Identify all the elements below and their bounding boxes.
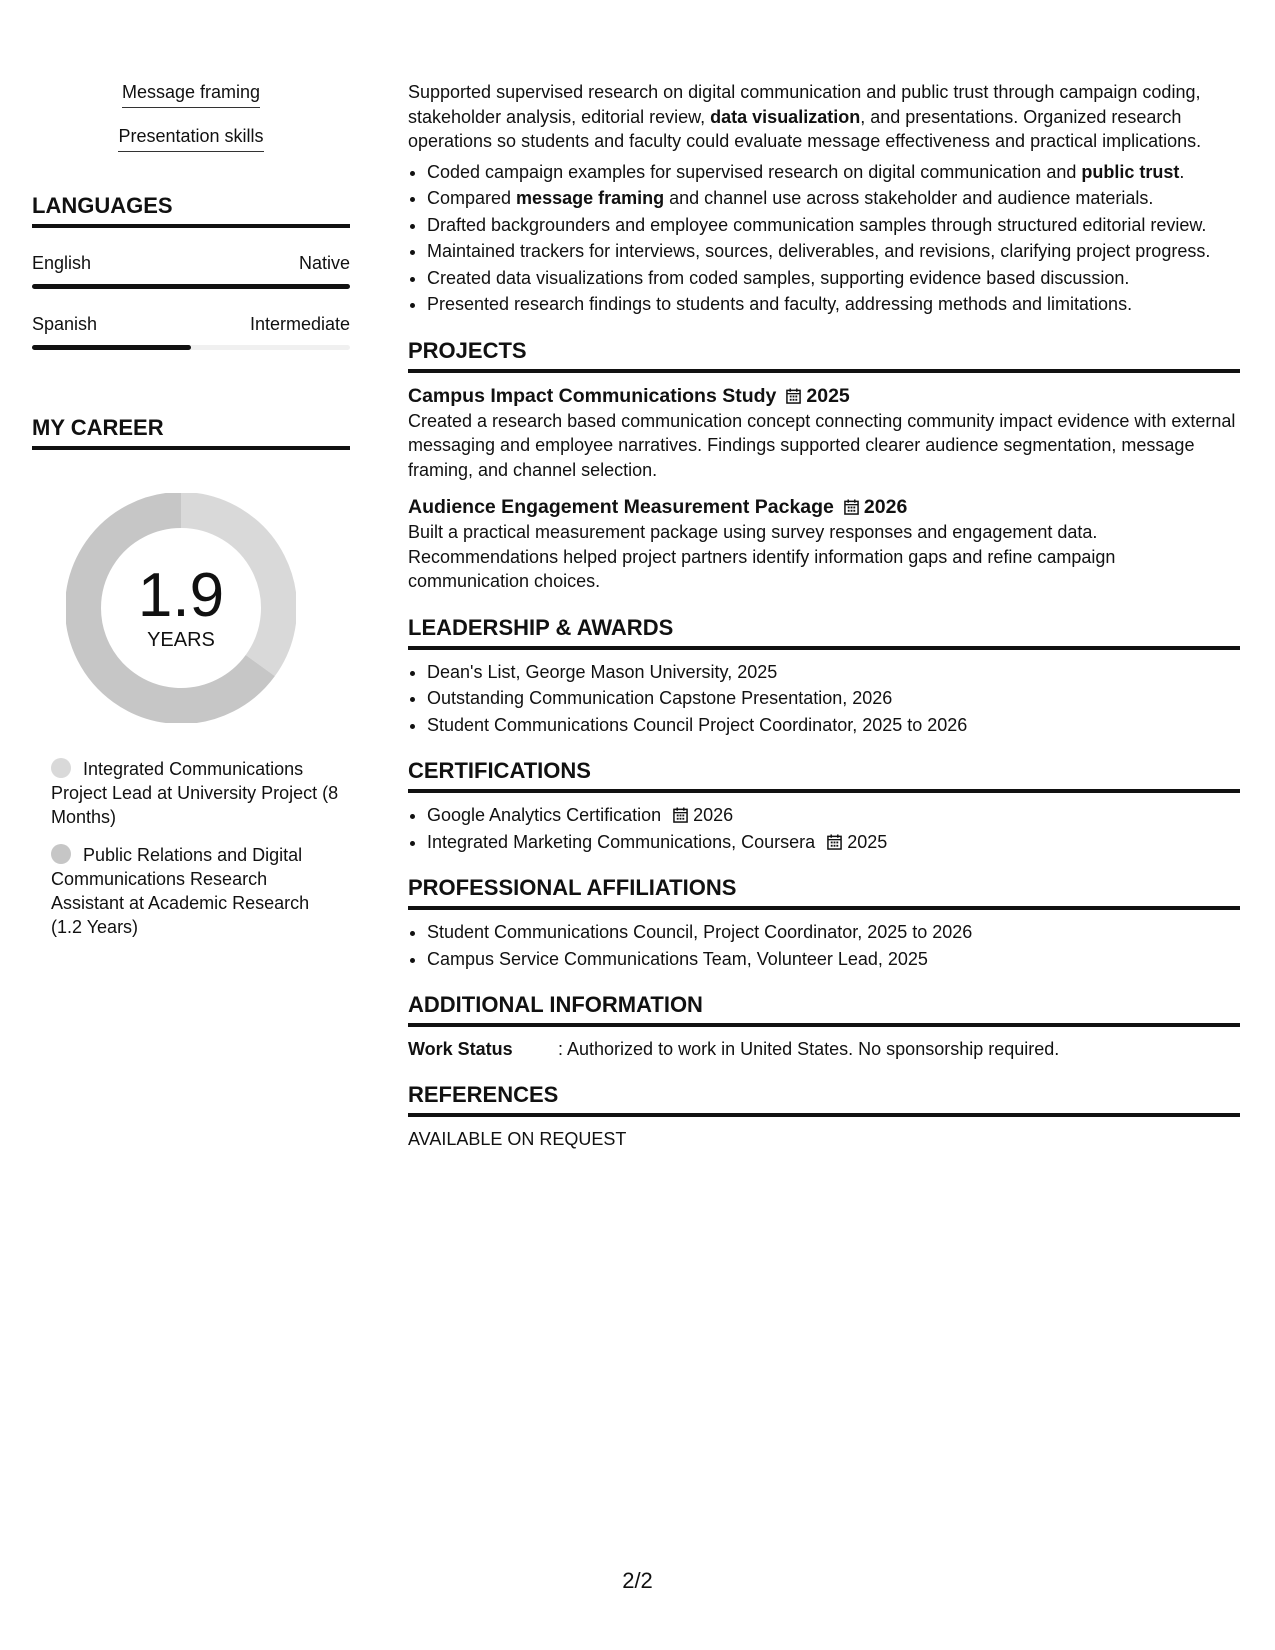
skill-tag: Presentation skills <box>32 124 350 152</box>
career-donut <box>66 493 296 723</box>
language-name: Spanish <box>32 314 98 334</box>
career-years-unit: YEARS <box>147 629 215 651</box>
list-item: • Outstanding Communication Capstone Presentation, 2026 <box>427 686 1240 711</box>
list-item: • Presented research findings to students and faculty, addressing methods and limitations. <box>427 292 1240 317</box>
calendar-icon <box>673 807 688 823</box>
affiliations-list <box>408 920 1240 971</box>
list-item: • Coded campaign examples for supervised research on digital communication and public trust. <box>427 160 1240 185</box>
project-description: Created a research based communication concept connecting community impact evidence with external messaging and employee narratives. Findings supported clearer audience segmentation, message framing, and channel selection. <box>408 410 1236 480</box>
language-item <box>32 252 350 289</box>
legend-dot <box>51 758 71 778</box>
skill-tag: Message framing <box>32 80 350 108</box>
language-level: Native <box>298 253 350 273</box>
additional-info-heading: ADDITIONAL INFORMATION <box>408 991 1240 1027</box>
certifications-list <box>408 803 1240 854</box>
languages-heading: LANGUAGES <box>32 192 350 228</box>
career-legend <box>32 757 350 939</box>
leadership-list <box>408 660 1240 738</box>
list-item: • Maintained trackers for interviews, sources, deliverables, and revisions, clarifying project progress. <box>427 239 1240 264</box>
list-item: • Campus Service Communications Team, Volunteer Lead, 2025 <box>427 947 1240 972</box>
list-item: • Dean's List, George Mason University, 2025 <box>427 660 1240 685</box>
list-item: • Drafted backgrounders and employee communication samples through structured editorial review. <box>427 213 1240 238</box>
experience-bullets <box>408 160 1240 317</box>
language-bar <box>32 284 350 289</box>
affiliations-heading: PROFESSIONAL AFFILIATIONS <box>408 874 1240 910</box>
project-item <box>408 383 1240 483</box>
project-item <box>408 494 1240 594</box>
page-number: 2/2 <box>622 1568 653 1593</box>
project-description: Built a practical measurement package using survey responses and engagement data. Recommendations helped project partners identify information gaps and refine campaign communication choices. <box>408 522 1116 591</box>
list-item: • Student Communications Council, Project Coordinator, 2025 to 2026 <box>427 920 1240 945</box>
work-status-value: : Authorized to work in United States. No sponsorship required. <box>558 1039 1060 1059</box>
experience-summary: Supported supervised research on digital communication and public trust through campaign coding, stakeholder analysis, editorial review, data visualization, and presentations. Organized research operations so students and faculty could evaluate message effectiveness and practical implications. <box>408 82 1202 151</box>
project-year: 2026 <box>863 496 908 518</box>
calendar-icon <box>827 834 842 850</box>
list-item: • Created data visualizations from coded samples, supporting evidence based discussion. <box>427 266 1240 291</box>
certifications-heading: CERTIFICATIONS <box>408 757 1240 793</box>
leadership-heading: LEADERSHIP & AWARDS <box>408 614 1240 650</box>
left-column <box>32 80 350 953</box>
career-entry: Integrated Communications Project Lead at University Project (8 Months) <box>51 759 339 827</box>
projects-heading: PROJECTS <box>408 337 1240 373</box>
list-item: • Google Analytics Certification 2026 <box>427 803 1240 828</box>
language-bar-fill <box>32 284 350 289</box>
work-status-label: Work Status <box>408 1039 513 1059</box>
right-column <box>408 80 1240 1152</box>
calendar-icon <box>844 499 859 515</box>
language-bar-fill <box>32 345 191 350</box>
career-years-value: 1.9 <box>137 561 225 630</box>
references-text: AVAILABLE ON REQUEST <box>408 1129 627 1149</box>
references-heading: REFERENCES <box>408 1081 1240 1117</box>
legend-dot <box>51 844 71 864</box>
project-name: Audience Engagement Measurement Package <box>408 496 834 518</box>
language-item <box>32 313 350 350</box>
career-entry: Public Relations and Digital Communications Research Assistant at Academic Research (1.2 Years) <box>51 845 310 937</box>
project-name: Campus Impact Communications Study <box>408 384 777 407</box>
work-status-row <box>408 1037 1240 1061</box>
calendar-icon <box>786 388 801 404</box>
list-item: • Student Communications Council Project Coordinator, 2025 to 2026 <box>427 713 1240 738</box>
language-bar <box>32 345 350 350</box>
career-heading: MY CAREER <box>32 414 350 450</box>
list-item: • Compared message framing and channel use across stakeholder and audience materials. <box>427 186 1240 211</box>
project-year: 2025 <box>806 384 850 407</box>
language-level: Intermediate <box>249 314 350 334</box>
list-item: • Integrated Marketing Communications, Coursera 2025 <box>427 830 1240 855</box>
language-name: English <box>32 253 92 273</box>
